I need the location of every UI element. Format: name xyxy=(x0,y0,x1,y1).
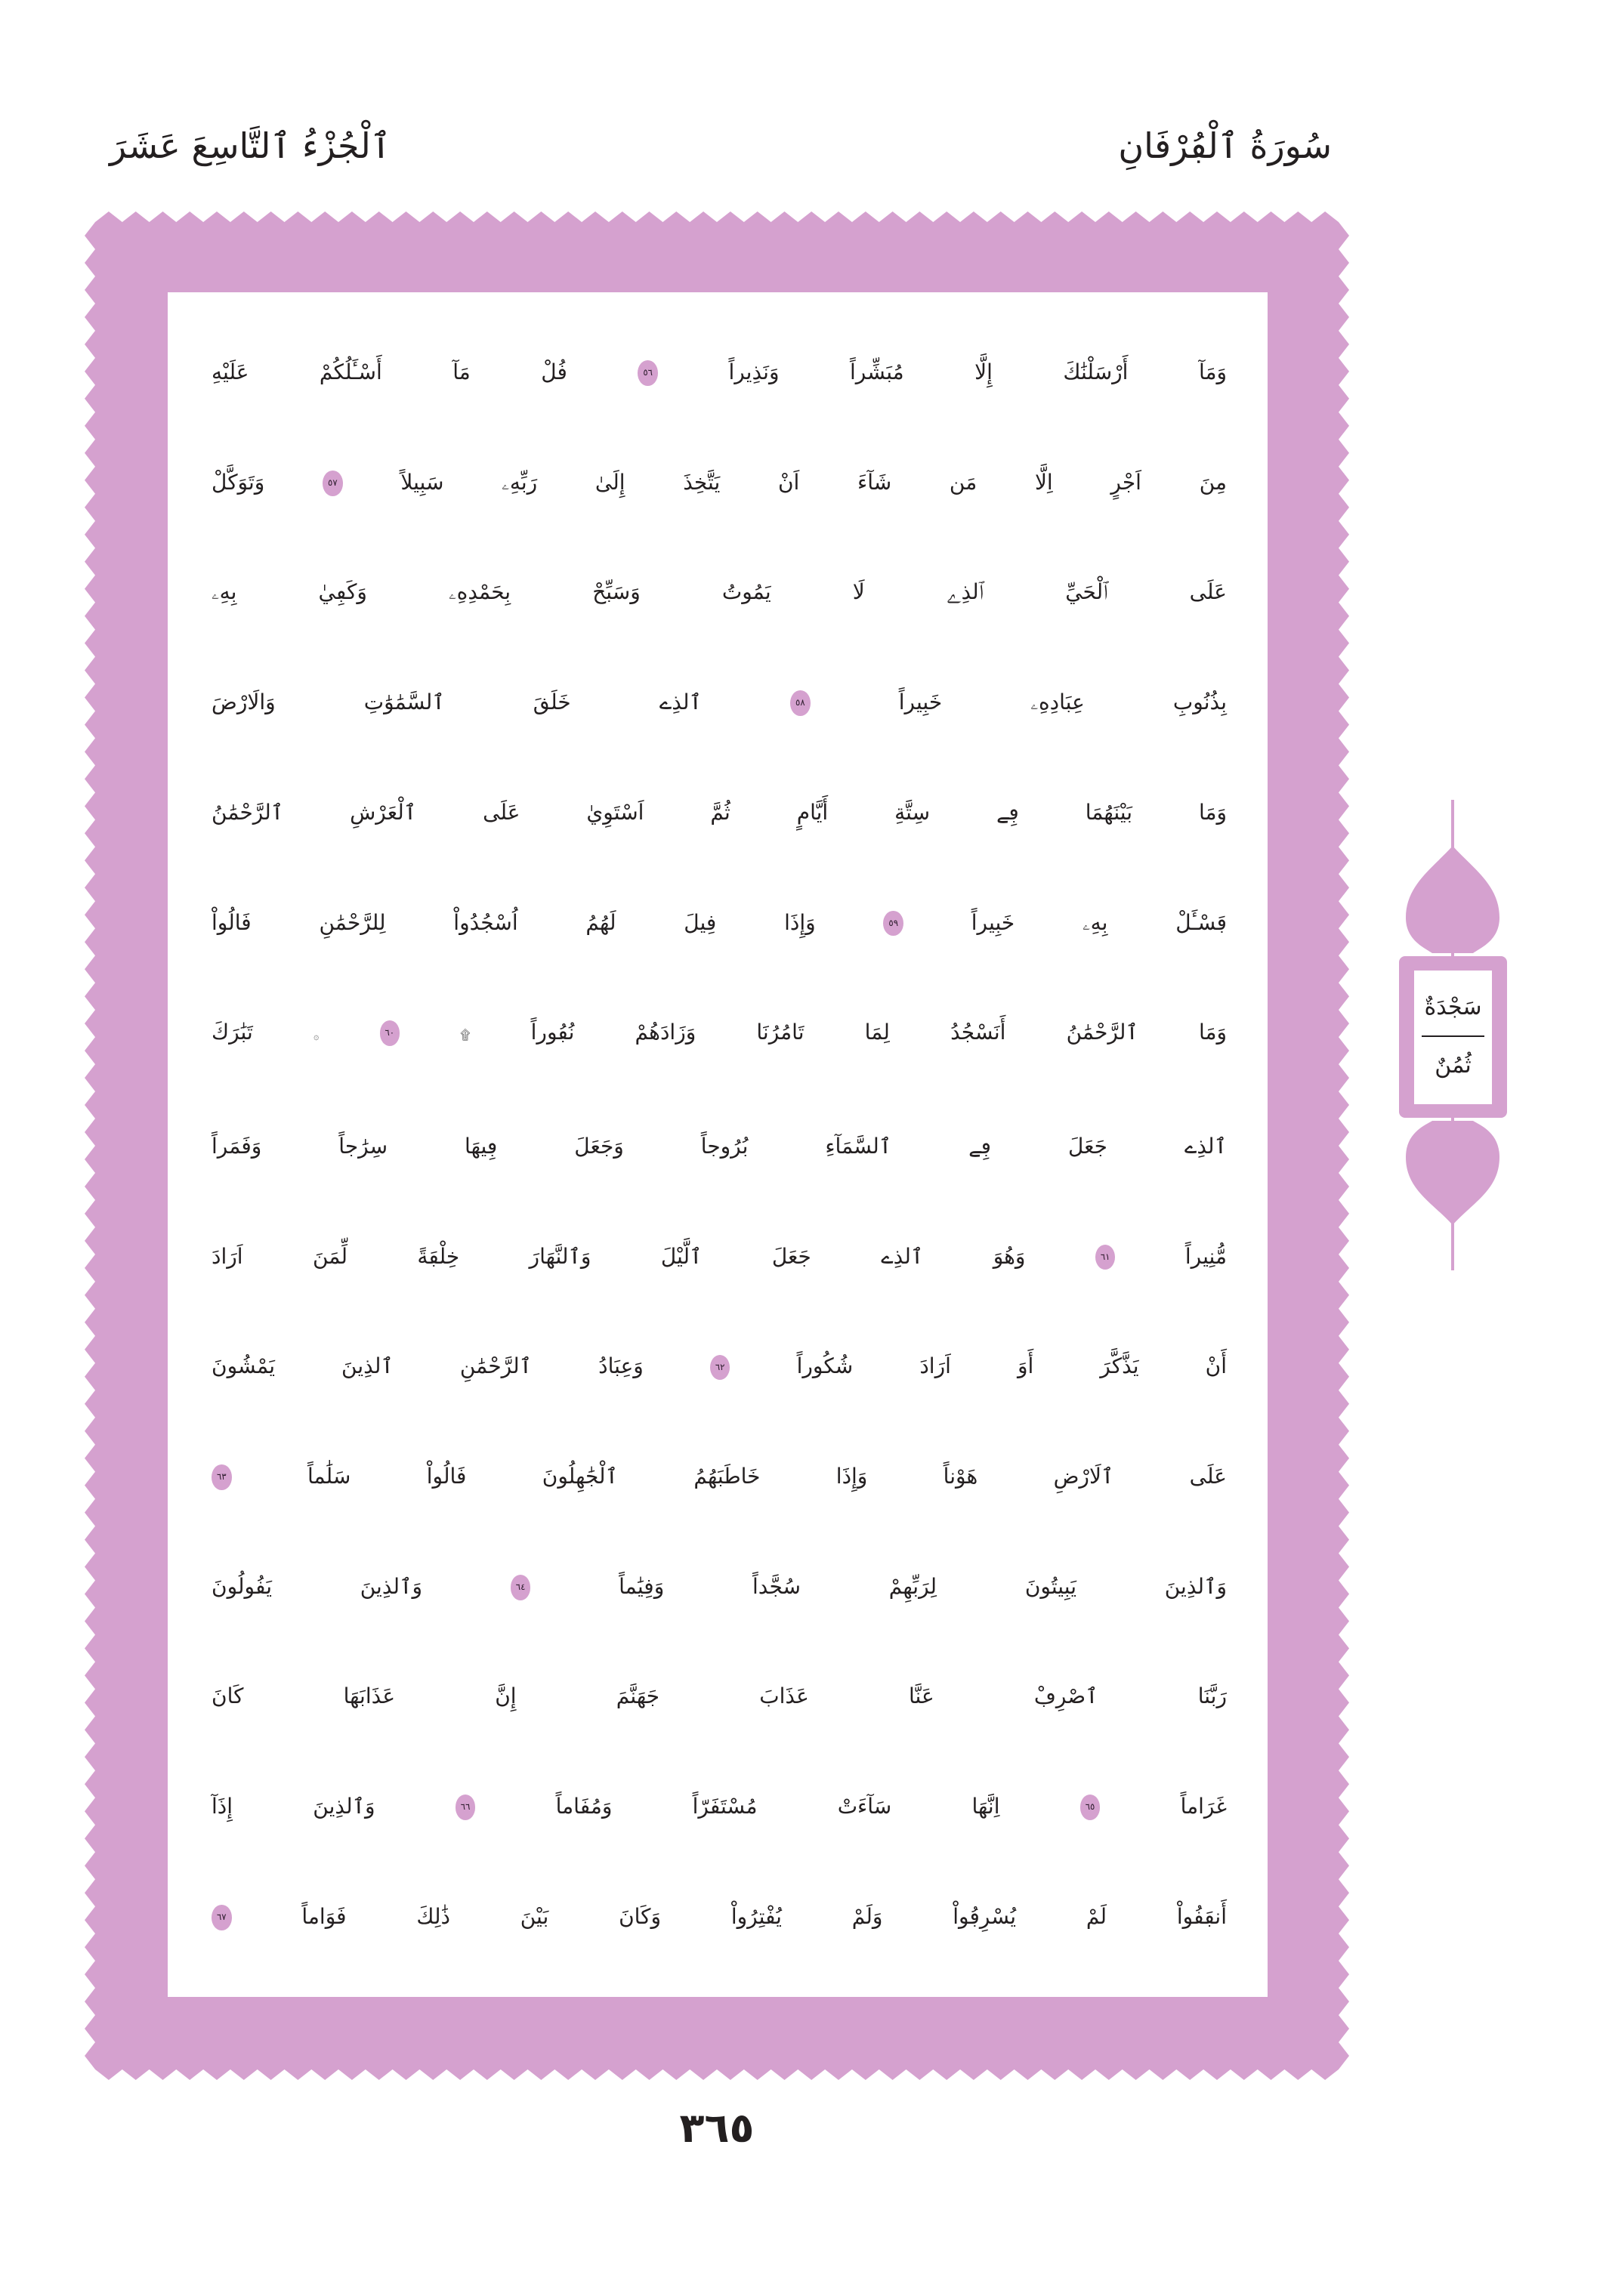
verse-text: رَبَّنَا ٱصْرِڢْ عَنَّا عَذَابَ جَهَنَّمَ إِنَّ عَذَابَهَا كَانَ xyxy=(212,1683,1227,1709)
ayah-number: ٦٤ xyxy=(515,1581,526,1592)
verse-text: تَبَٰرَكَ xyxy=(212,1020,253,1045)
verse-text: وَعِبَادُ ٱلرَّحْمَٰنِ ٱلذِينَ يَمْشُونَ xyxy=(212,1353,644,1379)
verse-text: غَرَاماً xyxy=(1180,1794,1227,1819)
text-line-14 xyxy=(212,1751,1227,1862)
verse-text: وَمَا بَيْنَهُمَا ڢِے سِتَّةِ أَيَّامٍ ثُمَّ اَسْتَوِيٰ عَلَى ٱلْعَرْشِ ٱلرَّحْمَٰنُ xyxy=(212,799,1227,825)
verse-text: وَمَا ٱلرَّحْمَٰنُ أَنَسْجُدُ لِمَا تَامُرُنَا وَزَادَهُمْ نُڢُوراً xyxy=(530,1020,1227,1045)
text-line-1 xyxy=(212,317,1227,427)
ayah-marker xyxy=(511,1575,531,1600)
verse-text: اِنَّهَا سَآءَتْ مُسْتَڧَرّاً وَمُڧَاماً xyxy=(555,1794,1000,1819)
text-line-2 xyxy=(212,427,1227,538)
text-line-12 xyxy=(212,1532,1227,1642)
text-line-10 xyxy=(212,1311,1227,1421)
ayah-number: ٦١ xyxy=(1100,1251,1110,1262)
verse-text: ٱلذِے خَلَڧَ ٱلسَّمَٰوَٰتِ وَالَارْضَ xyxy=(212,690,702,715)
text-line-13 xyxy=(212,1641,1227,1751)
ayah-number: ٥٦ xyxy=(643,367,653,378)
ayah-number: ٦٧ xyxy=(216,1912,227,1923)
verse-text: وَمَآ أَرْسَلْنَٰكَ إِلَّا مُبَشِّراً وَنَذِيراً xyxy=(728,360,1227,384)
ayah-marker xyxy=(1080,1795,1101,1820)
verse-text: وَهُوَ ٱلذِے جَعَلَ ٱلَّيْلَ وَٱلنَّهَارَ خِلْڢَةً لِّمَنَ اَرَادَ xyxy=(212,1243,1026,1269)
ayah-marker xyxy=(212,1905,232,1930)
verse-text: وَٱلذِينَ يَڧُولُونَ xyxy=(212,1573,423,1599)
verse-text: وَتَوَكَّلْ xyxy=(212,469,265,495)
text-line-7 xyxy=(212,977,1227,1091)
ayah-number: ٦٦ xyxy=(460,1801,471,1813)
verse-text: ٱلذِے جَعَلَ ڢِے ٱلسَّمَآءِ بُرُوجاً وَجَعَلَ ڢِيهَا سِرَٰجاً وَڧَمَراً xyxy=(212,1133,1227,1159)
ayah-marker xyxy=(380,1020,400,1046)
verse-text: وَٱلذِينَ إِذَآ xyxy=(212,1794,375,1819)
verse-text: ڢَسْـَٔلْ بِهِۦ خَبِيراً xyxy=(971,909,1227,935)
hizb-star-sign: ۞ xyxy=(313,1030,320,1042)
verse-text: عَلَى ٱلَارْضِ هَوْناً وَإِذَا خَاطَبَهُمُ ٱلْجَٰهِلُونَ ڧَالُواْ سَلَٰماً xyxy=(307,1464,1227,1489)
ayah-marker xyxy=(456,1795,476,1820)
ayah-marker xyxy=(323,471,343,496)
text-line-15 xyxy=(212,1862,1227,1972)
verse-text: أَنڢَڧُواْ لَمْ يُسْرِڢُواْ وَلَمْ يُڧْتِرُواْ وَكَانَ بَيْنَ ذَٰلِكَ ڧَوَاماً xyxy=(301,1903,1227,1929)
text-line-9 xyxy=(212,1202,1227,1312)
ayah-marker xyxy=(212,1464,232,1490)
verse-text: مُّنِيراً xyxy=(1184,1243,1227,1269)
text-line-3 xyxy=(212,537,1227,647)
ayah-number: ٥٩ xyxy=(888,917,899,928)
verse-text: ڧُلْ مَآ أَسْـَٔلُكُمْ عَلَيْهِ xyxy=(212,360,567,384)
quran-text-block xyxy=(212,317,1227,1972)
text-line-5 xyxy=(212,758,1227,868)
page-number: ٣٦٥ xyxy=(679,2104,755,2152)
text-line-8 xyxy=(212,1091,1227,1202)
text-line-6 xyxy=(212,868,1227,978)
verse-text: عَلَى ٱلْحَيِّ ٱلذِے لَا يَمُوتُ وَسَبِّحْ بِحَمْدِهِۦ وَكَڢِيٰ بِهِۦ xyxy=(212,579,1227,605)
ayah-number: ٦٥ xyxy=(1085,1801,1095,1813)
ayah-number: ٥٨ xyxy=(795,697,805,708)
ayah-marker xyxy=(638,360,658,386)
ayah-marker xyxy=(710,1355,730,1381)
thumun-label: ثُمُنٌ xyxy=(1435,1052,1472,1079)
ayah-marker xyxy=(790,690,811,716)
ayah-marker xyxy=(883,911,903,937)
juz-header: ٱلْجُزْءُ ٱلتَّاسِعَ عَشَرَ xyxy=(110,125,391,166)
ayah-number: ٥٧ xyxy=(328,477,338,488)
sajdah-label: سَجْدَةٌ xyxy=(1424,994,1482,1020)
text-line-11 xyxy=(212,1421,1227,1532)
marker-bottom-dome xyxy=(1406,1121,1499,1225)
sajdah-sign: ۩ xyxy=(460,1028,471,1044)
surah-name-header: سُورَةُ ٱلْڢُرْڧَانِ xyxy=(1118,125,1332,166)
marker-top-dome xyxy=(1406,846,1499,953)
verse-text: مِنَ اَجْرٍ اِلَّا مَن شَآءَ اَنْ يَتَّخِذَ إِلَىٰ رَبِّهِۦ سَبِيلاً xyxy=(400,469,1228,495)
ayah-number: ٦٣ xyxy=(216,1471,227,1483)
ayah-number: ٦٢ xyxy=(715,1361,725,1372)
verse-text: بِذُنُوبِ عِبَادِهِۦ خَبِيراً xyxy=(898,690,1227,715)
ayah-marker xyxy=(1095,1245,1116,1270)
text-line-4 xyxy=(212,647,1227,758)
verse-text: أَنْ يَذَّكَّرَ أَوَ اَرَادَ شُكُوراً xyxy=(796,1353,1227,1379)
ayah-number: ٦٠ xyxy=(385,1027,395,1038)
verse-text: وَإِذَا ڧِيلَ لَهُمُ اُسْجُدُواْ لِلرَّحْمَٰنِ ڧَالُواْ xyxy=(212,909,816,935)
verse-text: وَٱلذِينَ يَبِيتُونَ لِرَبِّهِمْ سُجَّداً وَڧِيَٰماً xyxy=(619,1573,1228,1599)
